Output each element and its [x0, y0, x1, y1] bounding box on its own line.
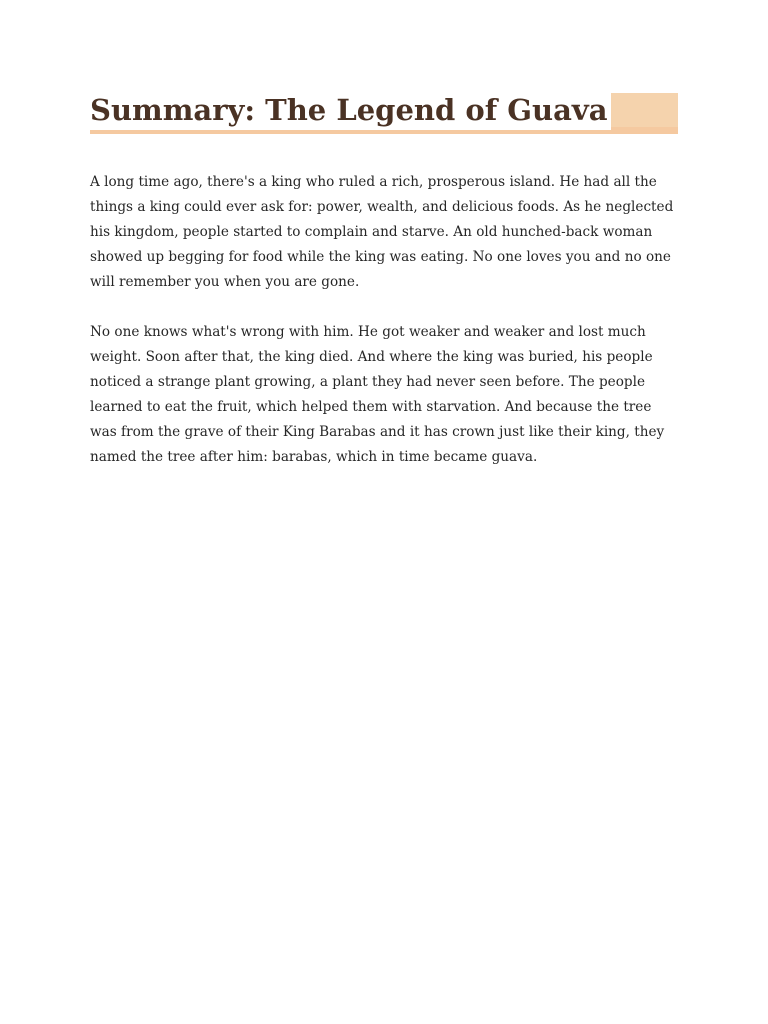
paragraph-2: No one knows what's wrong with him. He got weaker and weaker and lost much weight. Soon after that, the king died. And where the king was buried, his people noticed a strange plant growing, a plant they had never seen before. The people learned to eat the fruit, which helped them with starvation. And because the tree was from the grave of their King Barabas and it has crown just like their king, they named the tree after him: barabas, which in time became guava.: [90, 324, 665, 465]
document-body: [90, 170, 680, 495]
document-title: Summary: The Legend of Guava: [90, 90, 611, 130]
paragraph-1: A long time ago, there's a king who ruled a rich, prosperous island. He had all the things a king could ever ask for: power, wealth, and delicious foods. As he neglected his kingdom, people started to complain and starve. An old hunched-back woman showed up begging for food while the king was eating. No one loves you and no one will remember you when you are gone.: [90, 174, 674, 290]
